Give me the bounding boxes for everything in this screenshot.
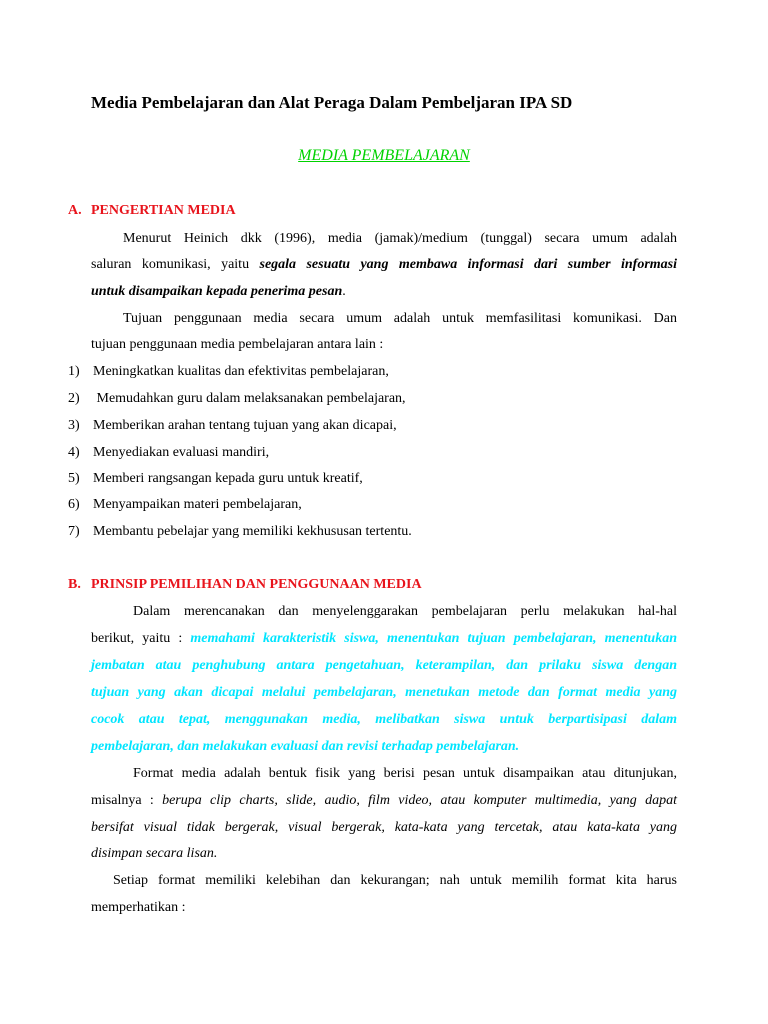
section-b-p1-line2-normal: berikut, yaitu : <box>91 631 191 646</box>
section-b-p2-line2 <box>91 793 677 809</box>
list-item <box>68 418 397 434</box>
section-b-p1-line2 <box>91 631 677 647</box>
section-b-p2-line1: Format media adalah bentuk fisik yang berisi pesan untuk disampaikan atau ditunjukan, <box>133 766 677 781</box>
section-a-p1-line3-end: . <box>342 284 346 299</box>
section-b-p1-line6: pembelajaran, dan melakukan evaluasi dan revisi terhadap pembelajaran. <box>91 739 520 754</box>
list-item-text: Meningkatkan kualitas dan efektivitas pembelajaran, <box>93 364 389 379</box>
section-a-p1-line2-normal: saluran komunikasi, yaitu <box>91 257 260 272</box>
section-b-heading-text: PRINSIP PEMILIHAN DAN PENGGUNAAN MEDIA <box>91 577 422 592</box>
section-a-heading <box>68 203 236 219</box>
section-b-p2-line2-normal: misalnya : <box>91 793 163 808</box>
section-a-p1-line1: Menurut Heinich dkk (1996), media (jamak)/medium (tunggal) secara umum adalah <box>123 231 677 246</box>
list-item <box>68 391 406 407</box>
section-b-p1-line4: tujuan yang akan dicapai melalui pembelajaran, menetukan metode dan format media yang <box>91 685 677 700</box>
list-item-number: 5) <box>68 471 80 486</box>
document-title: Media Pembelajaran dan Alat Peraga Dalam Pembeljaran IPA SD <box>91 93 573 112</box>
list-item <box>68 524 412 540</box>
section-a-p1-line2 <box>91 257 677 273</box>
section-b-heading <box>68 577 422 593</box>
section-b-p1-line1: Dalam merencanakan dan menyelenggarakan pembelajaran perlu melakukan hal-hal <box>133 604 677 619</box>
list-item <box>68 445 269 461</box>
list-item-number: 2) <box>68 391 80 406</box>
list-item-number: 4) <box>68 445 80 460</box>
list-item-number: 6) <box>68 497 80 512</box>
list-item-text: Memberi rangsangan kepada guru untuk kreatif, <box>93 471 363 486</box>
list-item-text: Menyediakan evaluasi mandiri, <box>93 445 270 460</box>
section-b-letter: B. <box>68 577 81 592</box>
section-a-p2-line2: tujuan penggunaan media pembelajaran antara lain : <box>91 337 384 352</box>
list-item-number: 7) <box>68 524 80 539</box>
list-item-text: Membantu pebelajar yang memiliki kekhususan tertentu. <box>93 524 412 539</box>
section-subtitle: MEDIA PEMBELAJARAN <box>298 147 470 164</box>
list-item-number: 1) <box>68 364 80 379</box>
list-item-number: 3) <box>68 418 80 433</box>
list-item <box>68 471 363 487</box>
list-item <box>68 497 302 513</box>
section-b-p2-line3: bersifat visual tidak bergerak, visual bergerak, kata-kata yang tercetak, atau kata-kata yang <box>91 820 677 835</box>
section-b-p1-line2-emphasis: memahami karakteristik siswa, menentukan tujuan pembelajaran, menentukan <box>190 631 677 646</box>
section-a-p2-line1: Tujuan penggunaan media secara umum adalah untuk memfasilitasi komunikasi. Dan <box>123 311 677 326</box>
section-b-p3-line2: memperhatikan : <box>91 900 186 915</box>
section-a-letter: A. <box>68 203 82 218</box>
section-b-p1-line3: jembatan atau penghubung antara pengetahuan, keterampilan, dan prilaku siswa dengan <box>91 658 677 673</box>
section-b-p2-line2-italic: berupa clip charts, slide, audio, film video, atau komputer multimedia, yang dapat <box>162 793 678 808</box>
section-a-p1-line3 <box>91 284 346 300</box>
section-a-heading-text: PENGERTIAN MEDIA <box>91 203 236 218</box>
section-b-p2-line4: disimpan secara lisan. <box>91 846 218 861</box>
section-b-p1-line5: cocok atau tepat, menggunakan media, melibatkan siswa untuk berpartisipasi dalam <box>91 712 677 727</box>
section-b-p3-line1: Setiap format memiliki kelebihan dan kekurangan; nah untuk memilih format kita harus <box>113 873 677 888</box>
list-item-text: Memudahkan guru dalam melaksanakan pembelajaran, <box>93 391 406 406</box>
list-item-text: Menyampaikan materi pembelajaran, <box>93 497 302 512</box>
section-a-p1-line2-emphasis: segala sesuatu yang membawa informasi dari sumber informasi <box>259 257 677 272</box>
section-a-p1-line3-emphasis: untuk disampaikan kepada penerima pesan <box>91 284 343 299</box>
list-item <box>68 364 389 380</box>
list-item-text: Memberikan arahan tentang tujuan yang akan dicapai, <box>93 418 397 433</box>
